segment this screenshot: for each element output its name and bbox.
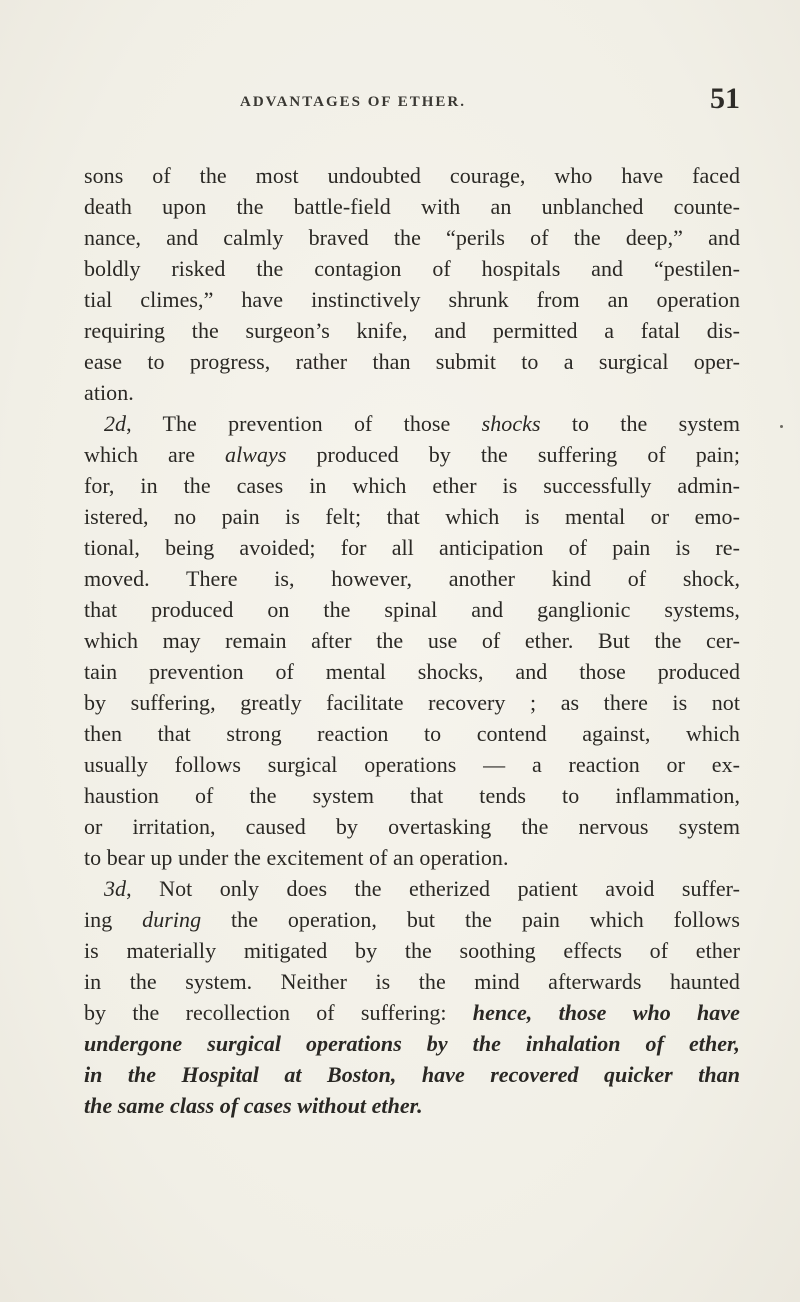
text-line: death upon the battle-field with an unblanched counte- [84, 194, 740, 219]
text-run: by the recollection of suffering: [84, 1000, 473, 1025]
text-line [84, 439, 740, 470]
text-line: for, in the cases in which ether is successfully admin- [84, 473, 740, 498]
text-line: ation. [84, 380, 134, 405]
text-line: tain prevention of mental shocks, and those produced [84, 659, 740, 684]
emphasized-text: 2d [104, 411, 127, 436]
text-line [84, 873, 740, 904]
text-line: tional, being avoided; for all anticipation of pain is re- [84, 535, 740, 560]
running-head: ADVANTAGES OF ETHER. [240, 94, 467, 110]
text-line [84, 1090, 740, 1121]
paragraph [84, 160, 740, 408]
text-line: requiring the surgeon’s knife, and permitted a fatal dis- [84, 318, 740, 343]
text-line: tial climes,” have instinctively shrunk from an operation [84, 287, 740, 312]
text-line [84, 904, 740, 935]
page-number: 51 [710, 82, 740, 115]
text-line: nance, and calmly braved the “perils of the deep,” and [84, 225, 740, 250]
text-line: or irritation, caused by overtasking the nervous system [84, 814, 740, 839]
page-header [240, 84, 740, 120]
text-line [84, 1028, 740, 1059]
text-run: , Not only does the etherized patient avoid suffer- [126, 876, 740, 901]
emphasized-text: shocks [481, 411, 541, 436]
emphasized-text: during [142, 907, 202, 932]
text-line [84, 408, 740, 439]
text-line: istered, no pain is felt; that which is mental or emo- [84, 504, 740, 529]
text-line: sons of the most undoubted courage, who have faced [84, 163, 740, 188]
text-run: the operation, but the pain which follows [201, 907, 741, 932]
text-line: that produced on the spinal and ganglionic systems, [84, 597, 740, 622]
text-line: is materially mitigated by the soothing effects of ether [84, 938, 740, 963]
text-line: usually follows surgical operations — a reaction or ex- [84, 752, 740, 777]
text-run: , The prevention of those [126, 411, 482, 436]
text-run: to the system [540, 411, 740, 436]
emphasized-text: undergone surgical operations by the inhalation of ether, [84, 1031, 740, 1056]
text-line: boldly risked the contagion of hospitals and “pestilen- [84, 256, 740, 281]
text-line: in the system. Neither is the mind afterwards haunted [84, 969, 740, 994]
paragraph [84, 873, 740, 1121]
text-line: haustion of the system that tends to inflammation, [84, 783, 740, 808]
text-line [84, 1059, 740, 1090]
body-text [84, 160, 740, 1121]
text-line: then that strong reaction to contend against, which [84, 721, 740, 746]
text-line: ease to progress, rather than submit to a surgical oper- [84, 349, 740, 374]
emphasized-text: always [225, 442, 287, 467]
emphasized-text: hence, those who have [472, 1000, 740, 1025]
text-line: to bear up under the excitement of an operation. [84, 845, 509, 870]
emphasized-text: 3d [104, 876, 127, 901]
emphasized-text: the same class of cases without ether. [84, 1093, 423, 1118]
margin-speck [780, 425, 783, 428]
text-run: ing [84, 907, 143, 932]
text-line: moved. There is, however, another kind of shock, [84, 566, 740, 591]
text-line [84, 997, 740, 1028]
emphasized-text: in the Hospital at Boston, have recovered quicker than [84, 1062, 740, 1087]
paragraph [84, 408, 740, 873]
text-run: produced by the suffering of pain; [286, 442, 740, 467]
text-line: which may remain after the use of ether. But the cer- [84, 628, 740, 653]
text-line: by suffering, greatly facilitate recovery ; as there is not [84, 690, 740, 715]
text-run: which are [84, 442, 226, 467]
